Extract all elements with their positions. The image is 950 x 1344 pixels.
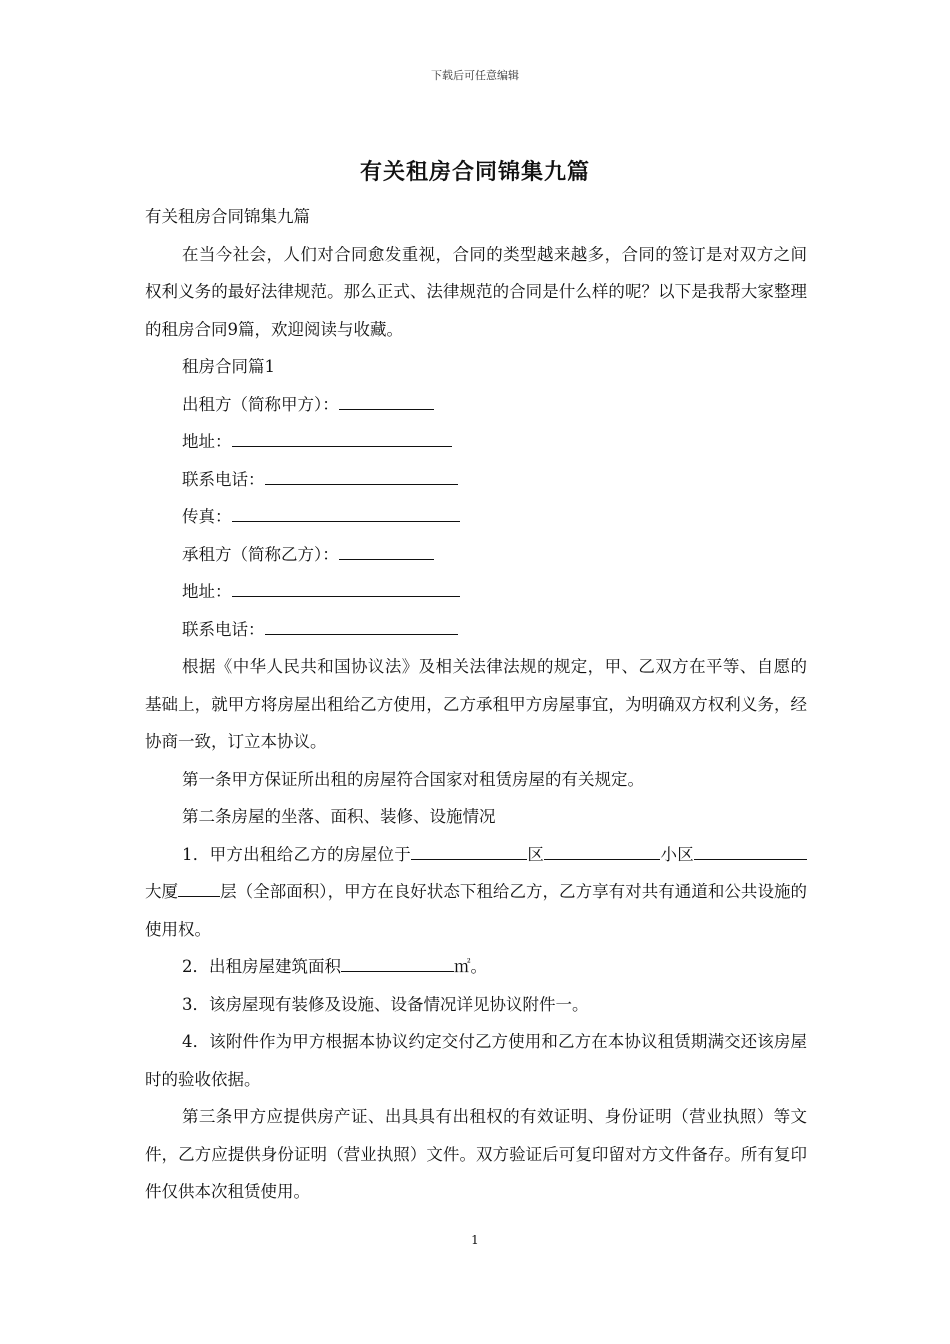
document-title: 有关租房合同锦集九篇 bbox=[359, 159, 590, 185]
lessor-phone-blank bbox=[265, 466, 458, 484]
lessor-address-blank bbox=[232, 429, 452, 447]
article-3: 第三条甲方应提供房产证、出具具有出租权的有效证明、身份证明（营业执照）等文件，乙方应提供身份证明（营业执照）文件。双方验证后可复印留对方文件备存。所有复印件仅供本次租赁使用。 bbox=[145, 1107, 807, 1201]
lessee-blank bbox=[339, 541, 434, 559]
lessee-phone-field bbox=[145, 611, 807, 649]
lessor-blank bbox=[339, 391, 434, 409]
area-blank bbox=[341, 954, 454, 972]
preamble-paragraph: 根据《中华人民共和国协议法》及相关法律法规的规定，甲、乙双方在平等、自愿的基础上，就甲方将房屋出租给乙方使用，乙方承租甲方房屋事宜，为明确双方权利义务，经协商一致，订立本协议。 bbox=[145, 657, 807, 751]
item-1-text-c: 小区 bbox=[660, 844, 695, 864]
article-2: 第二条房屋的坐落、面积、装修、设施情况 bbox=[182, 807, 496, 826]
lessor-fax-field bbox=[145, 498, 807, 536]
header-note: 下载后可任意编辑 bbox=[431, 69, 519, 82]
item-2-text-a: 2．出租房屋建筑面积 bbox=[182, 957, 341, 976]
article-1: 第一条甲方保证所出租的房屋符合国家对租赁房屋的有关规定。 bbox=[182, 769, 644, 789]
item-3: 3．该房屋现有装修及设施、设备情况详见协议附件一。 bbox=[182, 994, 589, 1014]
lessee-label: 承租方（简称乙方）： bbox=[182, 544, 339, 564]
lessor-phone-label: 联系电话： bbox=[182, 469, 265, 489]
building-blank-b bbox=[771, 841, 807, 859]
lessee-phone-label: 联系电话： bbox=[182, 619, 265, 639]
intro-paragraph: 在当今社会，人们对合同愈发重视，合同的类型越来越多，合同的签订是对双方之间权利义务的最好法律规范。那么正式、法律规范的合同是什么样的呢？以下是我帮大家整理的租房合同9篇，欢迎阅读与收藏。 bbox=[145, 244, 807, 339]
lessor-field bbox=[145, 386, 807, 424]
lessee-field bbox=[145, 536, 807, 574]
item-1-text-b: 区 bbox=[527, 844, 545, 864]
lessor-phone-field bbox=[145, 461, 807, 499]
item-1-text-a: 1．甲方出租给乙方的房屋位于 bbox=[182, 844, 412, 864]
lessor-address-field bbox=[145, 423, 807, 461]
item-1 bbox=[145, 836, 807, 949]
lessor-address-label: 地址： bbox=[182, 432, 232, 451]
item-1-text-e: 层（全部面积），甲方在良好状态下租给乙方，乙方享有对共有通道和公共设施的使用权。 bbox=[145, 882, 808, 939]
item-2-text-b: ㎡。 bbox=[454, 957, 487, 976]
building-blank-a bbox=[694, 841, 771, 859]
lessee-phone-blank bbox=[265, 616, 458, 634]
item-1-text-d: 大厦 bbox=[145, 882, 179, 901]
lessor-label: 出租方（简称甲方）： bbox=[182, 394, 339, 414]
lessee-address-label: 地址： bbox=[182, 582, 232, 601]
page-number: 1 bbox=[471, 1233, 479, 1247]
subtitle: 有关租房合同锦集九篇 bbox=[145, 207, 310, 226]
lessor-fax-blank bbox=[232, 504, 460, 522]
floor-blank bbox=[178, 879, 220, 897]
district-blank bbox=[411, 841, 527, 859]
section-heading: 租房合同篇1 bbox=[182, 357, 275, 376]
community-blank bbox=[544, 841, 660, 859]
item-4: 4．该附件作为甲方根据本协议约定交付乙方使用和乙方在本协议租赁期满交还该房屋时的验收依据。 bbox=[145, 1032, 807, 1089]
lessor-fax-label: 传真： bbox=[182, 507, 232, 526]
document-body bbox=[145, 198, 807, 1211]
lessee-address-field bbox=[145, 573, 807, 611]
item-2 bbox=[145, 948, 807, 986]
lessee-address-blank bbox=[232, 579, 460, 597]
